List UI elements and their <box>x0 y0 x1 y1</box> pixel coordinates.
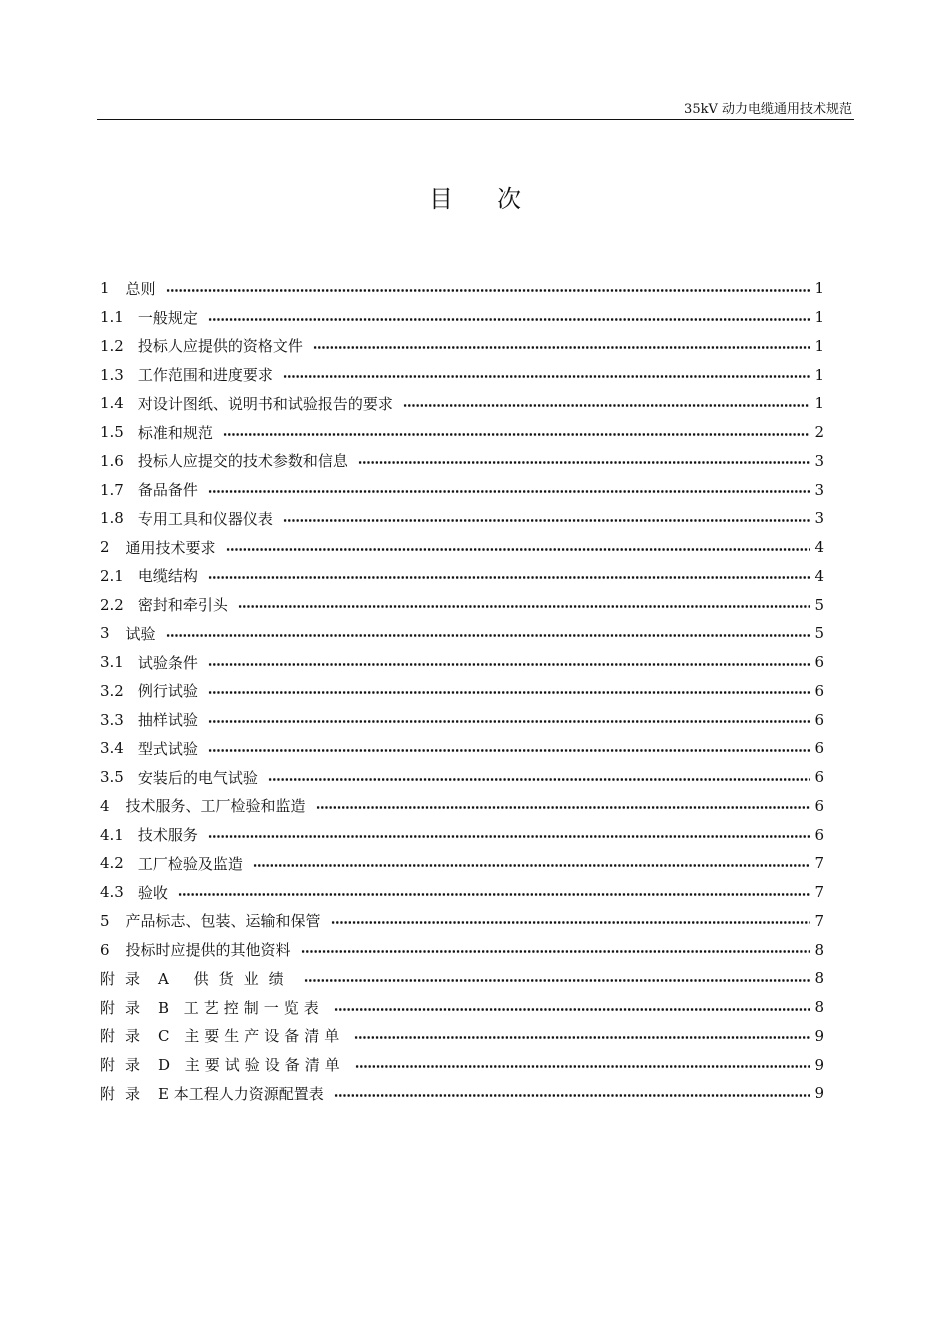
toc-entry-number: 2 <box>100 538 110 557</box>
toc-entry-page: 8 <box>814 969 824 988</box>
toc-entry-label: A 供货业绩 <box>158 969 294 988</box>
toc-entry-number: 6 <box>100 940 110 959</box>
toc-entry-label: 通用技术要求 <box>125 538 216 557</box>
dot-leader <box>208 749 810 752</box>
toc-entry-number: 5 <box>100 911 110 930</box>
dot-leader <box>208 691 810 694</box>
toc-entry-4-1[interactable] <box>100 820 824 849</box>
toc-entry-1[interactable] <box>100 274 824 303</box>
dot-leader <box>354 1036 810 1039</box>
toc-entry-label: E 本工程人力资源配置表 <box>158 1084 324 1103</box>
toc-entry-label: 投标人应提供的资格文件 <box>137 337 303 356</box>
toc-entry-page: 3 <box>814 451 824 470</box>
dot-leader <box>331 921 810 924</box>
toc-entry-label: 工厂检验及监造 <box>137 854 243 873</box>
dot-leader <box>283 519 810 522</box>
toc-entry-3-4[interactable] <box>100 734 824 763</box>
toc-entry-label: 抽样试验 <box>137 711 198 730</box>
toc-entry-number: 4 <box>100 796 110 815</box>
toc-entry-label: 一般规定 <box>137 308 198 327</box>
dot-leader <box>334 1094 810 1097</box>
toc-entry-number: 附录 <box>100 1027 151 1046</box>
toc-entry-3-3[interactable] <box>100 705 824 734</box>
toc-entry-label: 密封和牵引头 <box>137 596 228 615</box>
toc-entry-page: 8 <box>814 998 824 1017</box>
toc-entry-number: 3.5 <box>100 768 124 787</box>
toc-entry-label: C 主要生产设备清单 <box>158 1027 345 1046</box>
toc-entry-number: 1.7 <box>100 480 124 499</box>
toc-entry-3-2[interactable] <box>100 677 824 706</box>
toc-entry-4-3[interactable] <box>100 878 824 907</box>
toc-entry-page: 3 <box>814 480 824 499</box>
dot-leader <box>301 950 810 953</box>
toc-entry-page: 1 <box>814 279 824 298</box>
dot-leader <box>253 864 810 867</box>
toc-entry-page: 6 <box>814 710 824 729</box>
toc-entry-label: 对设计图纸、说明书和试验报告的要求 <box>137 394 393 413</box>
dot-leader <box>178 893 810 896</box>
toc-entry-page: 6 <box>814 796 824 815</box>
toc-entry-page: 7 <box>814 883 824 902</box>
toc-entry-page: 6 <box>814 768 824 787</box>
toc-entry-page: 4 <box>814 538 824 557</box>
toc-entry-label: 验收 <box>137 883 168 902</box>
toc-entry-1-3[interactable] <box>100 360 824 389</box>
toc-entry-number: 1.5 <box>100 423 124 442</box>
toc-entry-page: 3 <box>814 509 824 528</box>
toc-entry-number: 3 <box>100 624 110 643</box>
dot-leader <box>283 375 810 378</box>
dot-leader <box>304 979 810 982</box>
dot-leader <box>208 576 810 579</box>
toc-entry-page: 7 <box>814 911 824 930</box>
toc-entry-number: 附录 <box>100 1084 151 1103</box>
toc-entry-1-2[interactable] <box>100 332 824 361</box>
toc-entry-number: 4.2 <box>100 854 124 873</box>
toc-entry-page: 2 <box>814 423 824 442</box>
toc-entry-number: 附录 <box>100 969 151 988</box>
toc-entry-appendix-a[interactable] <box>100 964 824 993</box>
toc-entry-page: 7 <box>814 854 824 873</box>
toc-entry-page: 1 <box>814 308 824 327</box>
toc-entry-page: 6 <box>814 739 824 758</box>
dot-leader <box>355 1065 810 1068</box>
toc-entry-appendix-d[interactable] <box>100 1050 824 1079</box>
toc-entry-number: 1 <box>100 279 110 298</box>
toc-entry-number: 1.8 <box>100 509 124 528</box>
toc-entry-number: 附录 <box>100 998 151 1017</box>
toc-entry-label: 例行试验 <box>137 682 198 701</box>
toc-entry-number: 4.3 <box>100 883 124 902</box>
toc-entry-number: 4.1 <box>100 825 124 844</box>
toc-entry-label: 技术服务、工厂检验和监造 <box>125 797 306 816</box>
toc-entry-page: 5 <box>814 624 824 643</box>
toc-entry-2[interactable] <box>100 533 824 562</box>
dot-leader <box>226 548 810 551</box>
toc-entry-label: 投标时应提供的其他资料 <box>125 941 291 960</box>
toc-entry-label: 投标人应提交的技术参数和信息 <box>137 452 348 471</box>
toc-entry-label: 试验条件 <box>137 653 198 672</box>
toc-entry-3-1[interactable] <box>100 648 824 677</box>
toc-entry-page: 4 <box>814 566 824 585</box>
toc-entry-1-7[interactable] <box>100 475 824 504</box>
header-text: 35kV 动力电缆通用技术规范 <box>684 102 852 117</box>
toc-entry-number: 3.1 <box>100 653 124 672</box>
toc-entry-5[interactable] <box>100 907 824 936</box>
toc-entry-4[interactable] <box>100 792 824 821</box>
toc-entry-label: 试验 <box>125 624 156 643</box>
toc-entry-1-4[interactable] <box>100 389 824 418</box>
toc-entry-number: 3.2 <box>100 681 124 700</box>
toc-entry-appendix-e[interactable] <box>100 1079 824 1108</box>
toc-entry-2-1[interactable] <box>100 562 824 591</box>
toc-entry-label: 工作范围和进度要求 <box>137 366 273 385</box>
toc-entry-number: 2.2 <box>100 595 124 614</box>
toc-entry-page: 9 <box>814 1084 824 1103</box>
toc-entry-1-6[interactable] <box>100 447 824 476</box>
toc-entry-page: 6 <box>814 653 824 672</box>
toc-entry-number: 1.4 <box>100 394 124 413</box>
page-header <box>97 102 854 120</box>
toc-entry-6[interactable] <box>100 935 824 964</box>
toc-entry-number: 1.2 <box>100 336 124 355</box>
dot-leader <box>208 720 810 723</box>
toc-entry-label: B 工艺控制一览表 <box>158 998 324 1017</box>
toc-entry-label: 技术服务 <box>137 826 198 845</box>
dot-leader <box>316 806 810 809</box>
toc-entry-page: 1 <box>814 394 824 413</box>
toc-entry-number: 2.1 <box>100 566 124 585</box>
toc-entry-label: D 主要试验设备清单 <box>158 1056 345 1075</box>
dot-leader <box>166 289 810 292</box>
toc-entry-page: 9 <box>814 1026 824 1045</box>
dot-leader <box>334 1008 810 1011</box>
dot-leader <box>268 778 810 781</box>
dot-leader <box>313 346 810 349</box>
toc-entry-appendix-b[interactable] <box>100 993 824 1022</box>
toc-entry-page: 6 <box>814 681 824 700</box>
toc-entry-1-8[interactable] <box>100 504 824 533</box>
toc-entry-page: 1 <box>814 336 824 355</box>
toc-entry-number: 1.6 <box>100 451 124 470</box>
page-title: 目次 <box>429 185 565 213</box>
toc-entry-4-2[interactable] <box>100 849 824 878</box>
toc-entry-number: 3.3 <box>100 710 124 729</box>
toc-entry-label: 安装后的电气试验 <box>137 768 258 787</box>
toc-entry-label: 备品备件 <box>137 481 198 500</box>
toc-entry-appendix-c[interactable] <box>100 1022 824 1051</box>
toc-entry-1-1[interactable] <box>100 303 824 332</box>
dot-leader <box>166 634 810 637</box>
dot-leader <box>238 605 810 608</box>
dot-leader <box>223 433 810 436</box>
toc-entry-number: 1.3 <box>100 365 124 384</box>
table-of-contents <box>100 274 824 1108</box>
toc-entry-label: 总则 <box>125 279 156 298</box>
toc-entry-page: 6 <box>814 825 824 844</box>
toc-entry-label: 产品标志、包装、运输和保管 <box>125 912 321 931</box>
toc-entry-page: 8 <box>814 940 824 959</box>
toc-entry-label: 专用工具和仪器仪表 <box>137 509 273 528</box>
toc-entry-label: 电缆结构 <box>137 567 198 586</box>
dot-leader <box>208 663 810 666</box>
dot-leader <box>208 318 810 321</box>
toc-entry-label: 标准和规范 <box>137 423 213 442</box>
dot-leader <box>208 835 810 838</box>
toc-entry-2-2[interactable] <box>100 590 824 619</box>
toc-entry-number: 1.1 <box>100 308 124 327</box>
dot-leader <box>403 404 810 407</box>
toc-entry-page: 9 <box>814 1055 824 1074</box>
toc-entry-page: 5 <box>814 595 824 614</box>
toc-entry-label: 型式试验 <box>137 739 198 758</box>
dot-leader <box>208 490 810 493</box>
toc-entry-number: 附录 <box>100 1056 151 1075</box>
toc-entry-page: 1 <box>814 365 824 384</box>
toc-entry-3[interactable] <box>100 619 824 648</box>
toc-entry-1-5[interactable] <box>100 418 824 447</box>
dot-leader <box>358 461 810 464</box>
toc-entry-3-5[interactable] <box>100 763 824 792</box>
toc-entry-number: 3.4 <box>100 739 124 758</box>
